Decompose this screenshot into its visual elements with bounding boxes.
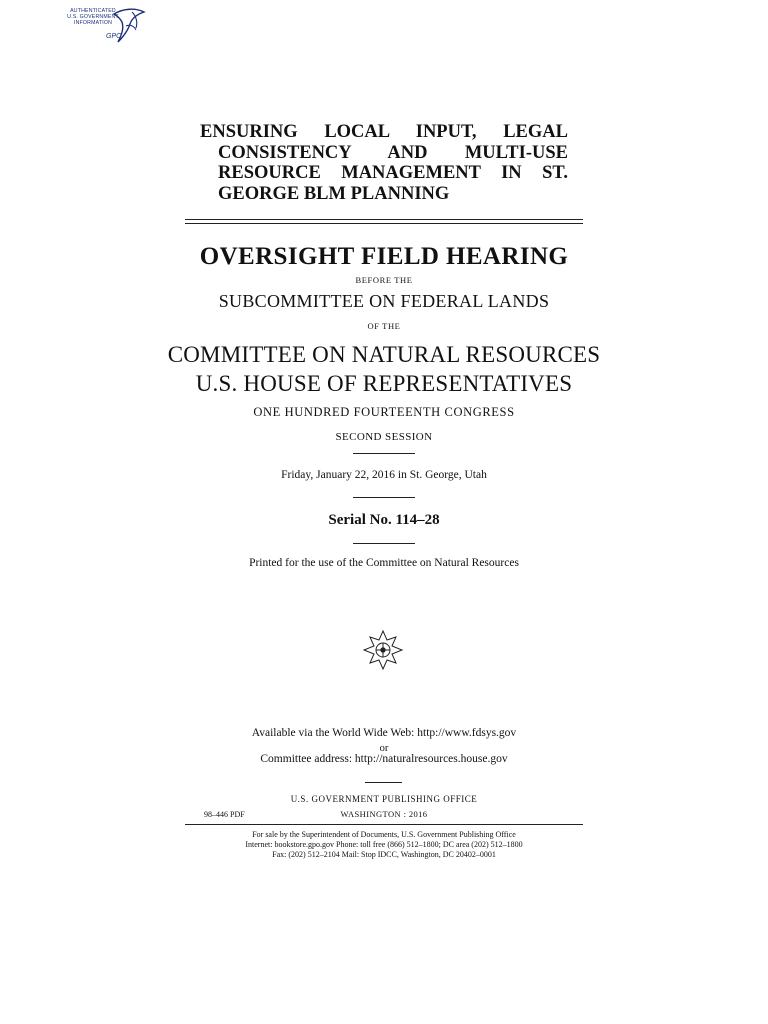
title-line-2: CONSISTENCY AND MULTI-USE xyxy=(218,142,568,163)
pdf-number: 98–446 PDF xyxy=(204,810,245,819)
of-the: OF THE xyxy=(367,321,401,331)
title-double-rule xyxy=(185,219,583,224)
seal-line-1: AUTHENTICATED xyxy=(70,8,116,14)
or-separator: or xyxy=(379,743,389,754)
title-line-4: GEORGE BLM PLANNING xyxy=(218,183,450,204)
sale-line-2: Internet: bookstore.gpo.gov Phone: toll free (866) 512–1800; DC area (202) 512–1800 xyxy=(245,840,523,849)
committee-address: Committee address: http://naturalresources.house.gov xyxy=(260,753,508,765)
hearing-title xyxy=(200,122,568,204)
serial-number: Serial No. 114–28 xyxy=(328,512,440,528)
divider-3 xyxy=(353,543,415,544)
sale-info xyxy=(0,830,768,860)
seal-gpo-label: GPO xyxy=(106,33,122,40)
city-year: WASHINGTON : 2016 xyxy=(340,809,428,819)
title-line-1: ENSURING LOCAL INPUT, LEGAL xyxy=(200,122,568,142)
sale-line-3: Fax: (202) 512–2104 Mail: Stop IDCC, Washington, DC 20402–0001 xyxy=(272,850,496,859)
web-availability: Available via the World Wide Web: http://www.fdsys.gov xyxy=(251,727,517,739)
committee-name: COMMITTEE ON NATURAL RESOURCES xyxy=(167,342,601,367)
gpo-eagle-seal-icon xyxy=(110,6,148,46)
divider-1 xyxy=(353,453,415,454)
gpo-authentication-seal xyxy=(62,6,148,46)
title-line-3: RESOURCE MANAGEMENT IN ST. xyxy=(218,163,568,183)
seal-line-3: INFORMATION xyxy=(73,20,113,26)
session-label: SECOND SESSION xyxy=(335,431,433,443)
gpo-ornament-icon xyxy=(361,628,405,672)
congress-label: ONE HUNDRED FOURTEENTH CONGRESS xyxy=(253,405,515,419)
publishing-office: U.S. GOVERNMENT PUBLISHING OFFICE xyxy=(290,794,478,804)
subcommittee-name: SUBCOMMITTEE ON FEDERAL LANDS xyxy=(218,291,550,311)
hearing-date: Friday, January 22, 2016 in St. George, Utah xyxy=(281,469,487,481)
seal-line-2: U.S. GOVERNMENT xyxy=(67,14,119,20)
sale-line-1: For sale by the Superintendent of Documents, U.S. Government Publishing Office xyxy=(252,830,516,839)
divider-2 xyxy=(353,497,415,498)
house-name: U.S. HOUSE OF REPRESENTATIVES xyxy=(195,371,573,396)
divider-4 xyxy=(365,782,402,783)
hearing-type: OVERSIGHT FIELD HEARING xyxy=(199,243,569,270)
before-the: BEFORE THE xyxy=(355,275,413,285)
bottom-rule xyxy=(185,824,583,825)
printed-for-note: Printed for the use of the Committee on Natural Resources xyxy=(249,557,519,569)
